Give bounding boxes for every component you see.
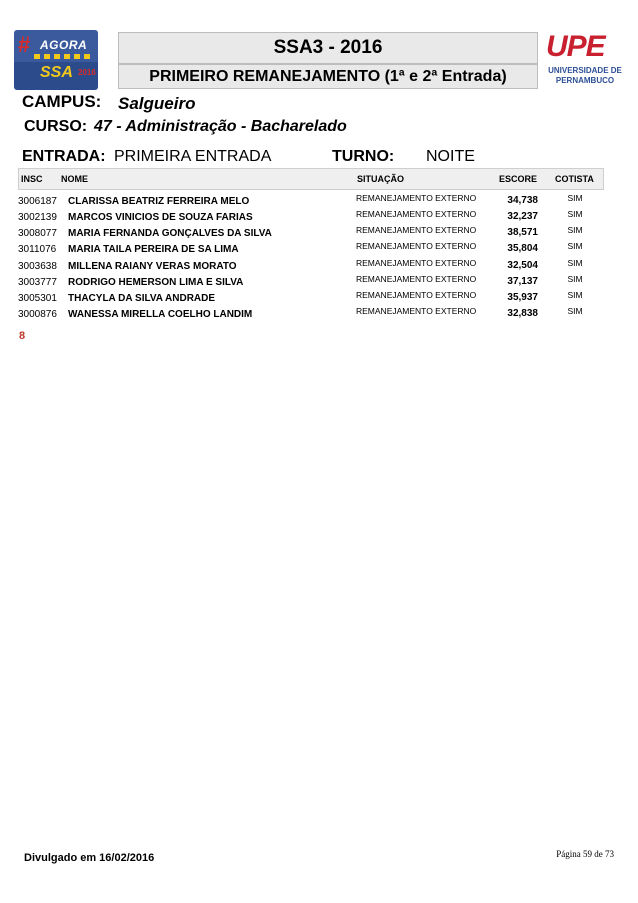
cell-nome: RODRIGO HEMERSON LIMA E SILVA (68, 277, 244, 288)
turno-value: NOITE (426, 148, 475, 165)
cell-insc: 3011076 (18, 244, 57, 255)
cell-escore: 38,571 (507, 227, 538, 238)
cell-cotista: SIM (567, 193, 583, 203)
page-title: SSA3 - 2016 (118, 32, 538, 64)
cell-escore: 32,838 (507, 308, 538, 319)
cell-insc: 3003777 (18, 277, 57, 288)
cell-situacao: REMANEJAMENTO EXTERNO (356, 306, 477, 316)
page-number: Página 59 de 73 (556, 849, 614, 859)
cell-escore: 35,804 (507, 243, 538, 254)
hash-symbol: # (18, 32, 31, 57)
cell-nome: CLARISSA BEATRIZ FERREIRA MELO (68, 196, 250, 207)
cell-nome: THACYLA DA SILVA ANDRADE (68, 293, 216, 304)
cell-situacao: REMANEJAMENTO EXTERNO (356, 241, 477, 251)
entrada-label: ENTRADA: (22, 148, 106, 165)
column-header-nome: NOME (61, 174, 88, 184)
cell-cotista: SIM (567, 258, 583, 268)
logo-ssa-text: SSA (40, 64, 73, 81)
column-header-insc: INSC (21, 174, 43, 184)
cell-escore: 37,137 (507, 276, 538, 287)
table-row (18, 225, 602, 241)
turno-label: TURNO: (332, 148, 395, 165)
cell-nome: MARIA TAILA PEREIRA DE SA LIMA (68, 244, 239, 255)
curso-label: CURSO: (24, 118, 88, 135)
logo-dots (34, 54, 92, 59)
upe-logo-text: UPE (546, 30, 605, 63)
cell-escore: 34,738 (507, 195, 538, 206)
cell-nome: MARIA FERNANDA GONÇALVES DA SILVA (68, 228, 272, 239)
cell-situacao: REMANEJAMENTO EXTERNO (356, 290, 477, 300)
cell-situacao: REMANEJAMENTO EXTERNO (356, 258, 477, 268)
cell-insc: 3003638 (18, 261, 57, 272)
page-subtitle: PRIMEIRO REMANEJAMENTO (1ª e 2ª Entrada) (118, 64, 538, 89)
cell-insc: 3006187 (18, 196, 57, 207)
table-row (18, 306, 602, 322)
cell-situacao: REMANEJAMENTO EXTERNO (356, 209, 477, 219)
table-row (18, 274, 602, 290)
table-row (18, 290, 602, 306)
cell-cotista: SIM (567, 241, 583, 251)
cell-situacao: REMANEJAMENTO EXTERNO (356, 274, 477, 284)
upe-logo (542, 30, 626, 90)
table-row (18, 209, 602, 225)
cell-insc: 3002139 (18, 212, 57, 223)
cell-escore: 32,237 (507, 211, 538, 222)
cell-situacao: REMANEJAMENTO EXTERNO (356, 225, 477, 235)
campus-value: Salgueiro (118, 94, 196, 113)
logo-agora-text: AGORA (40, 38, 88, 52)
total-count: 8 (19, 330, 26, 342)
cell-escore: 32,504 (507, 260, 538, 271)
column-header-situacao: SITUAÇÃO (357, 174, 404, 184)
university-name: UNIVERSIDADE DE PERNAMBUCO (548, 66, 622, 85)
cell-insc: 3005301 (18, 293, 57, 304)
ssa-logo (14, 30, 98, 90)
column-header-cotista: COTISTA (555, 174, 594, 184)
cell-insc: 3000876 (18, 309, 57, 320)
cell-insc: 3008077 (18, 228, 57, 239)
campus-label: CAMPUS: (22, 92, 102, 111)
publication-date: Divulgado em 16/02/2016 (24, 852, 155, 864)
cell-escore: 35,937 (507, 292, 538, 303)
cell-situacao: REMANEJAMENTO EXTERNO (356, 193, 477, 203)
table-header (18, 168, 604, 190)
table-row (18, 258, 602, 274)
cell-cotista: SIM (567, 274, 583, 284)
cell-nome: MARCOS VINICIOS DE SOUZA FARIAS (68, 212, 253, 223)
table-row (18, 241, 602, 257)
column-header-escore: ESCORE (499, 174, 538, 184)
cell-cotista: SIM (567, 306, 583, 316)
entrada-value: PRIMEIRA ENTRADA (114, 148, 272, 165)
logo-year-text: 2016 (78, 68, 96, 77)
cell-cotista: SIM (567, 225, 583, 235)
cell-cotista: SIM (567, 290, 583, 300)
curso-value: 47 - Administração - Bacharelado (94, 118, 347, 135)
cell-nome: MILLENA RAIANY VERAS MORATO (68, 261, 237, 272)
cell-nome: WANESSA MIRELLA COELHO LANDIM (68, 309, 253, 320)
cell-cotista: SIM (567, 209, 583, 219)
table-row (18, 193, 602, 209)
